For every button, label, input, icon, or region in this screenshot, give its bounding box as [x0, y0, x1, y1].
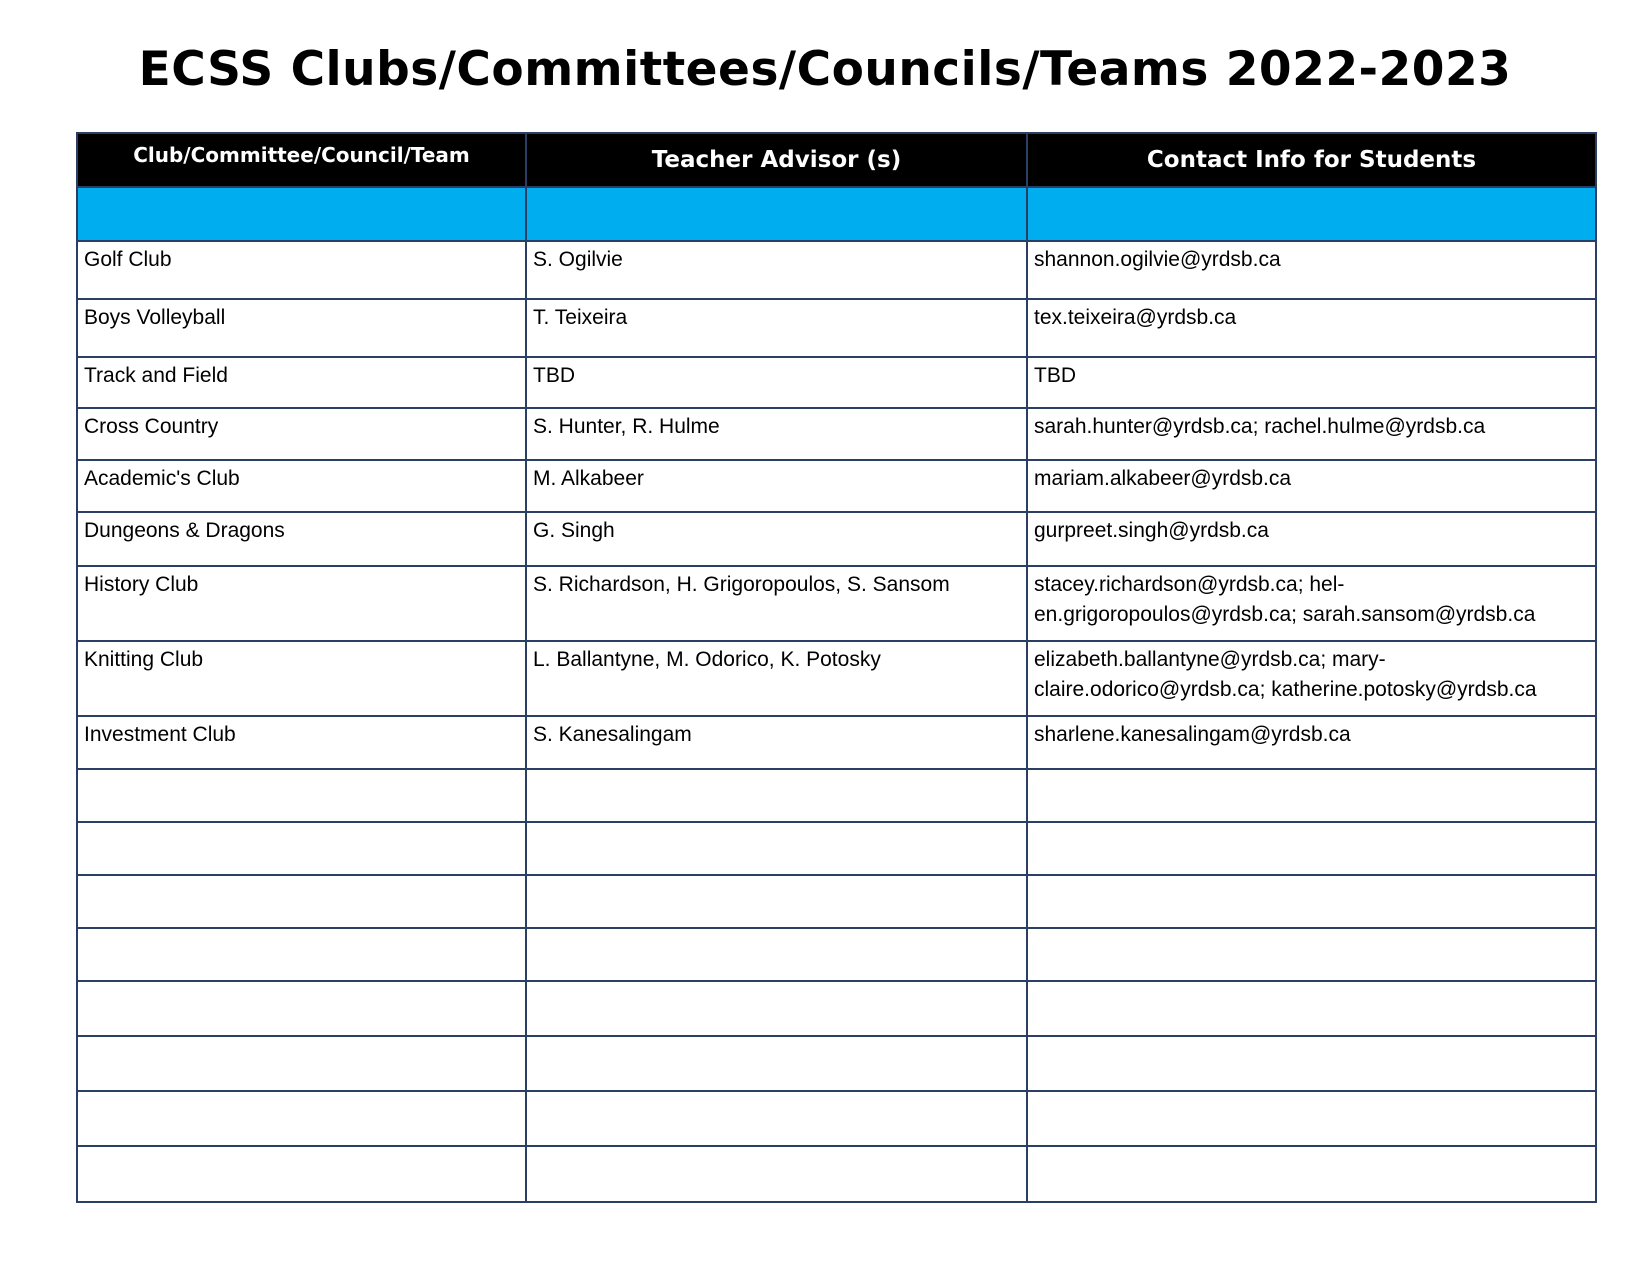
empty-cell	[77, 981, 526, 1036]
empty-table-row	[77, 928, 1596, 981]
advisor-cell: S. Hunter, R. Hulme	[526, 408, 1027, 460]
empty-cell	[1027, 822, 1596, 875]
empty-cell	[1027, 875, 1596, 928]
advisor-cell: S. Richardson, H. Grigoropoulos, S. Sansom	[526, 566, 1027, 641]
empty-table-row	[77, 769, 1596, 822]
advisor-cell: M. Alkabeer	[526, 460, 1027, 512]
contact-cell: tex.teixeira@yrdsb.ca	[1027, 299, 1596, 357]
empty-cell	[77, 822, 526, 875]
empty-cell	[1027, 928, 1596, 981]
contact-cell: sarah.hunter@yrdsb.ca; rachel.hulme@yrdsb.ca	[1027, 408, 1596, 460]
advisor-cell: S. Kanesalingam	[526, 716, 1027, 769]
empty-cell	[526, 928, 1027, 981]
clubs-table	[76, 132, 1597, 1203]
club-name-cell: Investment Club	[77, 716, 526, 769]
table-row	[77, 408, 1596, 460]
club-name-cell: Golf Club	[77, 241, 526, 299]
empty-table-row	[77, 875, 1596, 928]
empty-cell	[526, 875, 1027, 928]
empty-cell	[1027, 1146, 1596, 1202]
club-name-cell: Boys Volleyball	[77, 299, 526, 357]
advisor-cell: TBD	[526, 357, 1027, 408]
empty-cell	[1027, 981, 1596, 1036]
table-row	[77, 299, 1596, 357]
contact-cell: elizabeth.ballantyne@yrdsb.ca; maryclaire.odorico@yrdsb.ca; katherine.potosky@yrdsb.ca	[1027, 641, 1596, 716]
table-row	[77, 641, 1596, 716]
table-row	[77, 566, 1596, 641]
empty-cell	[526, 1146, 1027, 1202]
empty-table-row	[77, 981, 1596, 1036]
empty-cell	[526, 1091, 1027, 1146]
contact-cell: gurpreet.singh@yrdsb.ca	[1027, 512, 1596, 566]
empty-table-row	[77, 822, 1596, 875]
column-header-contact: Contact Info for Students	[1027, 133, 1596, 187]
contact-cell: sharlene.kanesalingam@yrdsb.ca	[1027, 716, 1596, 769]
club-name-cell: Academic's Club	[77, 460, 526, 512]
contact-cell: shannon.ogilvie@yrdsb.ca	[1027, 241, 1596, 299]
contact-cell: stacey.richardson@yrdsb.ca; helen.grigoropoulos@yrdsb.ca; sarah.sansom@yrdsb.ca	[1027, 566, 1596, 641]
empty-table-row	[77, 1146, 1596, 1202]
club-name-cell: Cross Country	[77, 408, 526, 460]
contact-cell: TBD	[1027, 357, 1596, 408]
club-name-cell: Knitting Club	[77, 641, 526, 716]
empty-table-row	[77, 1091, 1596, 1146]
page-title: ECSS Clubs/Committees/Councils/Teams 2022-2023	[138, 42, 1512, 97]
advisor-cell: L. Ballantyne, M. Odorico, K. Potosky	[526, 641, 1027, 716]
club-name-cell: History Club	[77, 566, 526, 641]
advisor-cell: G. Singh	[526, 512, 1027, 566]
accent-cell	[77, 187, 526, 241]
accent-cell	[1027, 187, 1596, 241]
table-row	[77, 716, 1596, 769]
empty-cell	[77, 875, 526, 928]
contact-cell: mariam.alkabeer@yrdsb.ca	[1027, 460, 1596, 512]
accent-band-row	[77, 187, 1596, 241]
accent-cell	[526, 187, 1027, 241]
empty-cell	[77, 928, 526, 981]
advisor-cell: S. Ogilvie	[526, 241, 1027, 299]
empty-cell	[77, 1091, 526, 1146]
empty-cell	[526, 981, 1027, 1036]
empty-table-row	[77, 1036, 1596, 1091]
table-row	[77, 512, 1596, 566]
empty-cell	[526, 822, 1027, 875]
empty-cell	[77, 769, 526, 822]
empty-cell	[1027, 1036, 1596, 1091]
empty-cell	[77, 1036, 526, 1091]
table-row	[77, 460, 1596, 512]
table-row	[77, 357, 1596, 408]
empty-cell	[526, 1036, 1027, 1091]
table-header-row	[77, 133, 1596, 187]
club-name-cell: Track and Field	[77, 357, 526, 408]
club-name-cell: Dungeons & Dragons	[77, 512, 526, 566]
column-header-advisor: Teacher Advisor (s)	[526, 133, 1027, 187]
empty-cell	[526, 769, 1027, 822]
empty-cell	[1027, 1091, 1596, 1146]
empty-cell	[77, 1146, 526, 1202]
column-header-club: Club/Committee/Council/Team	[77, 133, 526, 187]
table-row	[77, 241, 1596, 299]
empty-cell	[1027, 769, 1596, 822]
advisor-cell: T. Teixeira	[526, 299, 1027, 357]
